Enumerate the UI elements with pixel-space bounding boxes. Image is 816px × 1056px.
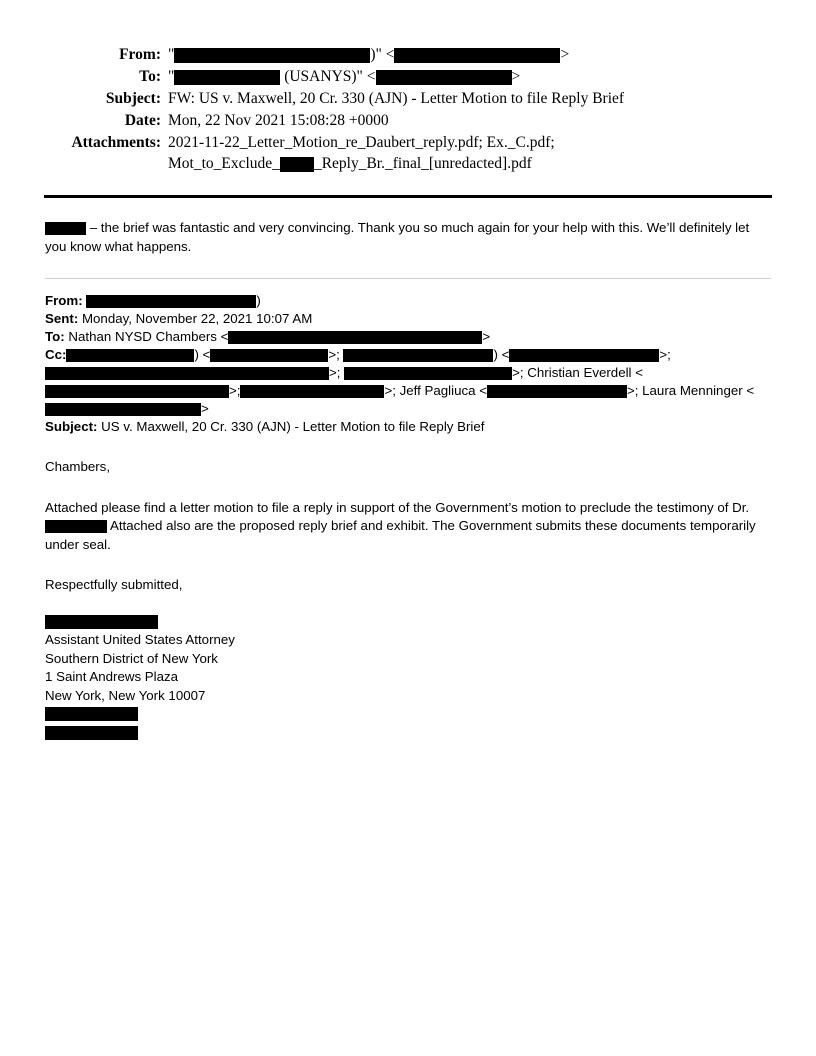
cc-seg6-close: >; <box>229 383 241 398</box>
quoted-to-close: > <box>482 329 491 344</box>
intro-text: – the brief was fantastic and very convincing. Thank you so much again for your help with this. We’ll definitely let you know what happens. <box>45 220 750 254</box>
attachments-line-2 <box>168 153 764 174</box>
cc-seg5a-close: >; <box>329 365 345 380</box>
greeting: Chambers, <box>45 459 111 474</box>
redaction-bar <box>45 222 86 235</box>
from-close: > <box>560 46 570 63</box>
redaction-bar <box>509 349 659 362</box>
redaction-bar <box>86 295 256 308</box>
signature-block <box>45 613 771 743</box>
cc-seg3-close: ) < <box>493 347 510 362</box>
redaction-bar <box>487 385 627 398</box>
header-row-date <box>52 110 764 131</box>
signature-address-2: New York, New York 10007 <box>45 687 206 703</box>
attachments-label: Attachments: <box>71 134 161 151</box>
redaction-bar <box>280 157 314 172</box>
date-value: Mon, 22 Nov 2021 15:08:28 +0000 <box>168 112 389 129</box>
quoted-from-close: ) <box>256 293 261 308</box>
cc-seg4-close: >; <box>659 347 671 362</box>
quoted-subject-value: US v. Maxwell, 20 Cr. 330 (AJN) - Letter Motion to file Reply Brief <box>101 419 485 434</box>
cc-seg2-close: >; <box>328 347 344 362</box>
redaction-bar <box>45 707 138 721</box>
subject-label: Subject: <box>105 90 161 107</box>
signature-address-1: 1 Saint Andrews Plaza <box>45 669 179 684</box>
quoted-email-header <box>45 292 771 436</box>
redaction-bar <box>161 367 329 380</box>
body-paragraph-1 <box>45 499 771 555</box>
header-row-from <box>52 44 764 65</box>
quoted-subject-line <box>45 418 771 436</box>
from-value <box>168 44 764 65</box>
to-label: To: <box>139 68 161 85</box>
quoted-sent-value: Monday, November 22, 2021 10:07 AM <box>81 311 313 326</box>
redaction-bar <box>45 615 158 629</box>
redaction-bar <box>210 349 328 362</box>
quoted-from-line <box>45 292 771 310</box>
quoted-sent-line <box>45 310 771 328</box>
from-label: From: <box>119 46 161 63</box>
cc-seg5-close: >; Christian Everdell < <box>512 365 643 380</box>
redaction-bar <box>240 385 384 398</box>
quoted-cc-label: Cc: <box>45 347 67 362</box>
to-close: > <box>511 68 521 85</box>
from-quote-open: " <box>168 46 175 63</box>
header-row-to <box>52 66 764 87</box>
quoted-subject-label: Subject: <box>45 419 98 434</box>
email-body <box>0 219 816 742</box>
closing: Respectfully submitted, <box>45 577 183 592</box>
redaction-bar <box>394 48 560 63</box>
header-row-attachments <box>52 132 764 174</box>
redaction-bar <box>376 70 512 85</box>
redaction-bar <box>343 349 493 362</box>
signature-title: Assistant United States Attorney <box>45 632 235 647</box>
attachments-value <box>168 132 764 174</box>
email-header <box>0 0 816 174</box>
cc-seg8-close: >; Laura Menninger < <box>626 383 755 398</box>
intro-paragraph <box>45 219 771 256</box>
to-mid: (USANYS)" < <box>284 68 376 85</box>
cc-seg1-close: ) < <box>194 347 211 362</box>
redaction-bar <box>174 48 370 63</box>
date-label: Date: <box>124 112 161 129</box>
redaction-bar <box>45 726 138 740</box>
to-quote-open: " <box>168 68 175 85</box>
attachments-line-1: 2021-11-22_Letter_Motion_re_Daubert_reply.pdf; Ex._C.pdf; <box>168 134 555 151</box>
quoted-divider <box>45 278 771 279</box>
redaction-bar <box>45 385 229 398</box>
cc-seg7-close: >; Jeff Pagliuca < <box>384 383 487 398</box>
quoted-from-label: From: <box>45 293 83 308</box>
quoted-cc-line <box>45 346 771 418</box>
from-mid: )" < <box>370 46 395 63</box>
body-paragraph-1-post: Attached also are the proposed reply brief and exhibit. The Government submits these documents temporarily under seal. <box>45 518 756 552</box>
attachment-name-prefix: Mot_to_Exclude_ <box>168 155 280 172</box>
quoted-to-line <box>45 328 771 346</box>
subject-value: FW: US v. Maxwell, 20 Cr. 330 (AJN) - Letter Motion to file Reply Brief <box>168 90 625 107</box>
redaction-bar <box>45 403 201 416</box>
redaction-bar <box>66 349 194 362</box>
signature-office: Southern District of New York <box>45 650 218 666</box>
redaction-bar <box>45 520 107 533</box>
cc-seg9-close: > <box>201 401 209 416</box>
quoted-sent-label: Sent: <box>45 311 79 326</box>
quoted-to-label: To: <box>45 329 65 344</box>
signature-phone-redacted <box>45 705 771 724</box>
body-paragraph-1-pre: Attached please find a letter motion to file a reply in support of the Government’s motion to preclude the testimony of Dr. <box>45 499 750 515</box>
quoted-to-value: Nathan NYSD Chambers < <box>68 329 229 344</box>
redaction-bar <box>174 70 280 85</box>
signature-email-redacted <box>45 724 771 743</box>
to-value <box>168 66 764 87</box>
redaction-bar <box>344 367 512 380</box>
signature-name-redacted <box>45 613 771 632</box>
attachment-name-suffix: _Reply_Br._final_[unredacted].pdf <box>313 155 532 172</box>
header-divider <box>44 195 772 198</box>
redaction-bar <box>45 367 161 380</box>
header-row-subject <box>52 88 764 109</box>
redaction-bar <box>228 331 482 344</box>
